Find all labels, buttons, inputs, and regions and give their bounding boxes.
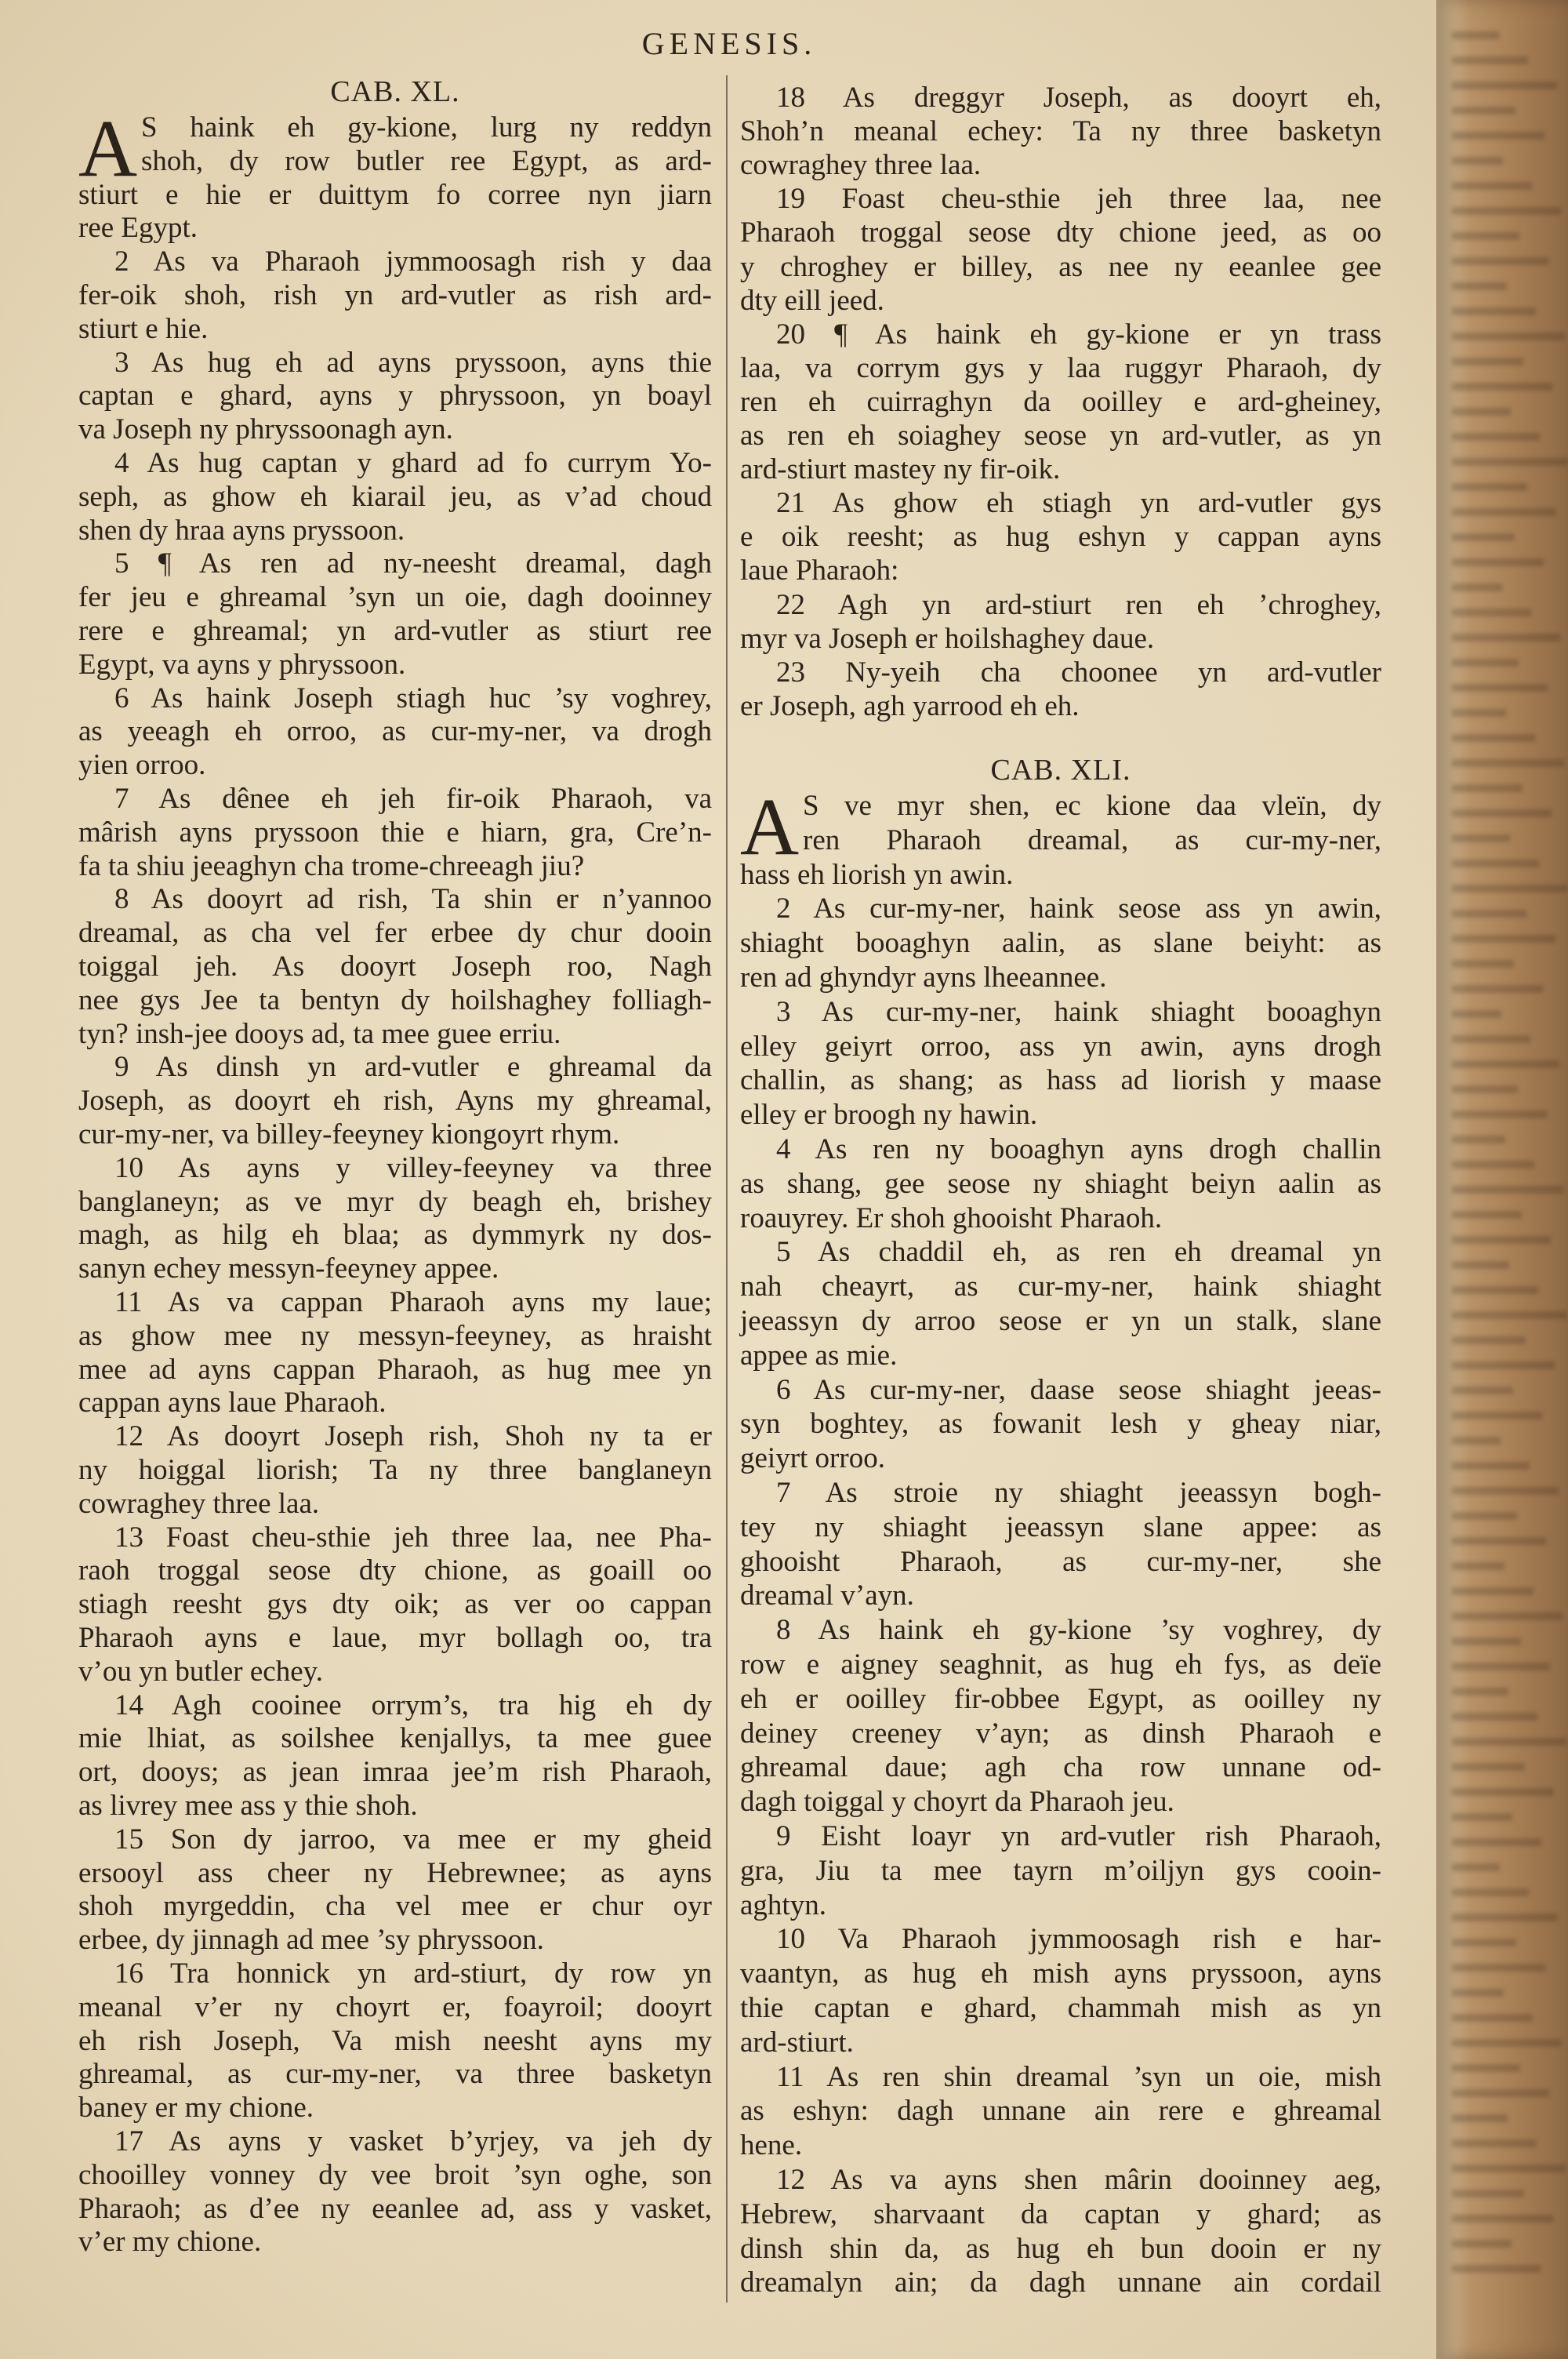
drop-cap: A — [78, 104, 138, 194]
text-line: tey ny shiaght jeeassyn slane appee: as — [740, 1510, 1381, 1543]
bleed-text-smudge — [1452, 1612, 1563, 1620]
text-line: ren ad ghyndyr ayns lheeannee. — [740, 961, 1107, 994]
text-line: as eshyn: dagh unnane ain rere e ghreamal — [740, 2095, 1381, 2128]
bleed-text-smudge — [1452, 433, 1540, 441]
text-line: 8 As haink eh gy-kione ’sy voghrey, dy — [776, 1614, 1381, 1647]
text-line: laa, va corrym gys y laa ruggyr Pharaoh, dy — [740, 351, 1381, 384]
bleed-text-smudge — [1452, 734, 1535, 742]
bleed-text-smudge — [1452, 935, 1555, 943]
column-divider — [726, 75, 728, 2303]
text-line: captan e ghard, ayns y phryssoon, yn boayl — [78, 380, 712, 413]
text-line: as shang, gee seose ny shiaght beiyn aalin as — [740, 1167, 1381, 1200]
text-line: dinsh shin da, as hug eh bun dooin er ny — [740, 2232, 1381, 2265]
text-line: 12 As dooyrt Joseph rish, Shoh ny ta er — [114, 1420, 712, 1453]
bleed-text-smudge — [1452, 408, 1511, 416]
text-line: 9 Eisht loayr yn ard-vutler rish Pharaoh, — [776, 1819, 1381, 1852]
text-line: as ghow mee ny messyn-feeyney, as hraisht — [78, 1319, 712, 1352]
bleed-text-smudge — [1452, 1537, 1546, 1545]
text-line: deiney creeney v’ayn; as dinsh Pharaoh e — [740, 1717, 1381, 1750]
bleed-text-smudge — [1452, 1663, 1550, 1670]
text-line: ren eh cuirraghyn da ooilley e ard-gheiney, — [740, 385, 1381, 418]
text-line: dreamal, as cha vel fer erbee dy chur dooin — [78, 917, 712, 950]
bleed-text-smudge — [1452, 1863, 1500, 1871]
bleed-text-smudge — [1452, 458, 1568, 466]
text-line: ghooisht Pharaoh, as cur-my-ner, she — [740, 1545, 1381, 1578]
text-line: cowraghey three laa. — [740, 149, 982, 182]
text-line: appee as mie. — [740, 1339, 898, 1372]
bleed-text-smudge — [1452, 257, 1548, 265]
text-line: thie captan e ghard, chammah mish as yn — [740, 1991, 1381, 2024]
text-line: 23 Ny-yeih cha choonee yn ard-vutler — [776, 656, 1381, 689]
text-line: chooilley vonney dy vee broit ’syn oghe, son — [78, 2158, 712, 2191]
bleed-text-smudge — [1452, 759, 1564, 767]
bleed-text-smudge — [1452, 1412, 1542, 1419]
text-line: shoh myrgeddin, cha vel mee er chur oyr — [78, 1890, 712, 1923]
bleed-text-smudge — [1452, 1688, 1508, 1696]
section-heading: CAB. XLI. — [990, 753, 1131, 787]
bleed-text-smudge — [1452, 307, 1536, 315]
bleed-text-smudge — [1452, 634, 1560, 642]
text-line: shen dy hraa ayns pryssoon. — [78, 514, 405, 547]
drop-cap: A — [740, 781, 800, 872]
bleed-text-smudge — [1452, 157, 1503, 165]
text-line: 12 As va ayns shen mârin dooinney aeg, — [776, 2163, 1381, 2196]
bleed-text-smudge — [1452, 1336, 1526, 1344]
text-line: baney er my chione. — [78, 2092, 314, 2125]
text-line: roauyrey. Er shoh ghooisht Pharaoh. — [740, 1201, 1163, 1234]
text-line: 7 As dênee eh jeh fir-oik Pharaoh, va — [114, 783, 712, 815]
text-line: meanal v’er ny choyrt er, foayroil; dooyrt — [78, 1990, 712, 2023]
text-line: seph, as ghow eh kiarail jeu, as v’ad choud — [78, 480, 712, 513]
bleed-text-smudge — [1452, 483, 1527, 491]
text-line: banglaneyn; as ve myr dy beagh eh, brishey — [78, 1185, 712, 1218]
text-line: S ve myr shen, ec kione daa vleïn, dy — [803, 789, 1381, 822]
bleed-text-smudge — [1452, 860, 1539, 867]
bleed-text-smudge — [1452, 333, 1565, 340]
bleed-text-smudge — [1452, 684, 1548, 692]
bleed-text-smudge — [1452, 2165, 1566, 2172]
bleed-text-smudge — [1452, 533, 1515, 541]
text-line: row e aigney seaghnit, as hug eh fys, as deïe — [740, 1648, 1381, 1681]
text-line: ree Egypt. — [78, 212, 198, 245]
text-line: v’ou yn butler echey. — [78, 1655, 323, 1688]
bleed-text-smudge — [1452, 709, 1506, 717]
bleed-text-smudge — [1452, 1060, 1559, 1068]
text-line: 11 As va cappan Pharaoh ayns my laue; — [114, 1286, 712, 1318]
running-head: GENESIS. — [641, 26, 817, 61]
text-line: myr va Joseph er hoilshaghey daue. — [740, 622, 1155, 655]
bleed-text-smudge — [1452, 2139, 1537, 2147]
text-line: 11 As ren shin dreamal ’syn un oie, mish — [776, 2060, 1381, 2093]
text-line: aghtyn. — [740, 1888, 826, 1921]
bleed-text-smudge — [1452, 809, 1552, 817]
bleed-text-smudge — [1452, 1286, 1538, 1294]
bleed-text-smudge — [1452, 1738, 1566, 1746]
text-line: 17 As ayns y vasket b’yrjey, va jeh dy — [114, 2125, 712, 2157]
text-line: ersooyl ass cheer ny Hebrewnee; as ayns — [78, 1856, 712, 1889]
text-line: Pharaoh; as d’ee ny eeanlee ad, ass y vasket, — [78, 2192, 712, 2225]
bleed-text-smudge — [1452, 2114, 1508, 2122]
text-line: 10 Va Pharaoh jymmoosagh rish e har- — [776, 1923, 1381, 1956]
bleed-text-smudge — [1452, 1888, 1529, 1896]
text-line: dty eill jeed. — [740, 284, 884, 317]
text-line: 4 As hug captan y ghard ad fo currym Yo- — [114, 447, 712, 479]
bleed-text-smudge — [1452, 182, 1532, 190]
bleed-text-smudge — [1452, 784, 1523, 792]
bleed-text-smudge — [1452, 383, 1552, 391]
bleed-text-smudge — [1452, 1136, 1505, 1143]
bleed-text-smudge — [1452, 1186, 1563, 1194]
bleed-text-smudge — [1452, 2064, 1520, 2072]
bleed-text-smudge — [1452, 1813, 1512, 1821]
text-line: 21 As ghow eh stiagh yn ard-vutler gys — [776, 487, 1381, 520]
text-line: elley er broogh ny hawin. — [740, 1099, 1038, 1132]
bleed-text-smudge — [1452, 1637, 1521, 1645]
bleed-text-smudge — [1452, 2265, 1541, 2273]
bleed-text-smudge — [1452, 659, 1519, 667]
text-line: 4 As ren ny booaghyn ayns drogh challin — [776, 1132, 1381, 1165]
text-line: Shoh’n meanal echey: Ta ny three basketyn — [740, 115, 1381, 148]
text-line: 22 Agh yn ard-stiurt ren eh ’chroghey, — [776, 588, 1381, 621]
bleed-text-smudge — [1452, 1236, 1551, 1244]
text-line: 14 Agh cooinee orrym’s, tra hig eh dy — [114, 1688, 712, 1721]
text-line: erbee, dy jinnagh ad mee ’sy phryssoon. — [78, 1924, 544, 1957]
text-line: 13 Foast cheu-sthie jeh three laa, nee Pha- — [114, 1521, 712, 1554]
bleed-text-smudge — [1452, 1838, 1541, 1846]
text-line: cappan ayns laue Pharaoh. — [78, 1387, 387, 1419]
text-line: gra, Jiu ta mee tayrn m’oiljyn gys cooin- — [740, 1854, 1381, 1887]
text-line: fa ta shiu jeeaghyn cha trome-chreeagh jiu? — [78, 849, 585, 882]
text-line: shoh, dy row butler ree Egypt, as ard- — [141, 144, 712, 177]
bleed-text-smudge — [1452, 609, 1531, 616]
text-line: 16 Tra honnick yn ard-stiurt, dy row yn — [114, 1957, 712, 1990]
bleed-text-smudge — [1452, 282, 1507, 290]
text-line: rere e ghreamal; yn ard-vutler as stiurt ree — [78, 615, 712, 647]
bleed-text-smudge — [1452, 834, 1510, 842]
bleed-text-smudge — [1452, 1964, 1545, 1972]
text-line: hene. — [740, 2129, 803, 2162]
bleed-text-smudge — [1452, 358, 1523, 365]
text-line: sanyn echey messyn-feeyney appee. — [78, 1252, 499, 1285]
text-line: 5 ¶ As ren ad ny-neesht dreamal, dagh — [114, 547, 712, 580]
text-line: geiyrt orroo. — [740, 1442, 885, 1475]
text-line: ren Pharaoh dreamal, as cur-my-ner, — [803, 823, 1381, 856]
text-line: stiurt e hie. — [78, 312, 209, 345]
text-line: raoh troggal seose dty chione, as goaill oo — [78, 1554, 712, 1587]
bleed-text-smudge — [1452, 1788, 1554, 1796]
bleed-text-smudge — [1452, 107, 1515, 114]
text-line: 2 As va Pharaoh jymmoosagh rish y daa — [114, 245, 712, 278]
bleed-text-smudge — [1452, 1387, 1513, 1394]
text-line: laue Pharaoh: — [740, 554, 899, 587]
bleed-text-smudge — [1452, 207, 1561, 215]
bleed-text-smudge — [1452, 82, 1557, 89]
text-line: ard-stiurt mastey ny fir-oik. — [740, 453, 1061, 486]
text-line: elley geiyrt orroo, ass yn awin, ayns drogh — [740, 1030, 1381, 1063]
text-line: e oik reesht; as hug eshyn y cappan ayns — [740, 521, 1381, 554]
text-line: syn boghtey, as fowanit lesh y gheay niar, — [740, 1408, 1381, 1441]
bleed-text-smudge — [1452, 1035, 1530, 1043]
section-heading: CAB. XL. — [330, 75, 460, 108]
text-line: y chroghey er billey, as nee ny eeanlee gee — [740, 250, 1381, 283]
text-line: nee gys Jee ta bentyn dy hoilshaghey folliagh- — [78, 983, 712, 1016]
text-line: shiaght booaghyn aalin, as slane beiyht: as — [740, 927, 1381, 960]
text-line: fer jeu e ghreamal ’syn un oie, dagh dooinney — [78, 581, 712, 614]
bleed-text-smudge — [1452, 56, 1528, 64]
text-line: tyn? insh-jee dooys ad, ta mee guee erriu. — [78, 1017, 561, 1050]
text-line: dreamal v’ayn. — [740, 1579, 914, 1612]
text-line: eh er ooilley fir-obbee Egypt, as ooilley ny — [740, 1682, 1381, 1715]
text-line: 2 As cur-my-ner, haink seose ass yn awin, — [776, 892, 1381, 925]
bleed-text-smudge — [1452, 558, 1544, 566]
text-line: va Joseph ny phryssoonagh ayn. — [78, 413, 453, 446]
bleed-text-smudge — [1452, 1085, 1518, 1093]
bleed-text-smudge — [1452, 232, 1519, 240]
bleed-text-smudge — [1452, 2215, 1553, 2223]
bleed-text-smudge — [1452, 31, 1499, 39]
bleed-text-smudge — [1452, 508, 1556, 516]
text-line: 6 As haink Joseph stiagh huc ’sy voghrey, — [114, 682, 712, 714]
text-line: eh rish Joseph, Va mish neesht ayns my — [78, 2024, 712, 2057]
text-line: 6 As cur-my-ner, daase seose shiaght jeeas- — [776, 1373, 1381, 1406]
bleed-text-smudge — [1452, 1713, 1537, 1721]
bleed-text-smudge — [1452, 1010, 1501, 1018]
bleed-text-smudge — [1452, 1462, 1530, 1470]
text-line: hass eh liorish yn awin. — [740, 858, 1014, 891]
text-line: vaantyn, as hug eh mish ayns pryssoon, ayns — [740, 1957, 1381, 1990]
bleed-text-smudge — [1452, 2190, 1524, 2197]
text-line: yien orroo. — [78, 749, 206, 782]
text-line: v’er my chione. — [78, 2226, 262, 2259]
bleed-text-smudge — [1452, 1562, 1504, 1570]
text-line: 19 Foast cheu-sthie jeh three laa, nee — [776, 183, 1381, 216]
text-line: 18 As dreggyr Joseph, as dooyrt eh, — [776, 82, 1381, 114]
text-line: Pharaoh troggal seose dty chione jeed, as oo — [740, 216, 1381, 249]
text-line: nah cheayrt, as cur-my-ner, haink shiaght — [740, 1270, 1381, 1303]
text-line: ny hoiggal liorish; Ta ny three banglaneyn — [78, 1454, 712, 1486]
bleed-text-smudge — [1452, 1487, 1559, 1495]
bleed-text-smudge — [1452, 910, 1526, 918]
bleed-text-smudge — [1452, 132, 1544, 140]
text-line: 7 As stroie ny shiaght jeeassyn bogh- — [776, 1476, 1381, 1509]
text-line: 15 Son dy jarroo, va mee er my gheid — [114, 1823, 712, 1856]
bleed-text-smudge — [1452, 1261, 1509, 1269]
bleed-text-smudge — [1452, 2014, 1533, 2022]
text-line: as livrey mee ass y thie shoh. — [78, 1790, 418, 1822]
text-line: as yeeagh eh orroo, as cur-my-ner, va drogh — [78, 715, 712, 748]
text-line: 3 As cur-my-ner, haink shiaght booaghyn — [776, 995, 1381, 1028]
bleed-text-smudge — [1452, 960, 1514, 968]
text-line: dagh toiggal y choyrt da Pharaoh jeu. — [740, 1786, 1174, 1819]
bleed-text-smudge — [1452, 1989, 1504, 1997]
text-line: S haink eh gy-kione, lurg ny reddyn — [141, 111, 712, 144]
text-line: 10 As ayns y villey-feeyney va three — [114, 1151, 712, 1184]
text-line: 20 ¶ As haink eh gy-kione er yn trass — [776, 318, 1381, 351]
text-line: toiggal jeh. As dooyrt Joseph roo, Nagh — [78, 951, 712, 983]
bleed-text-smudge — [1452, 1939, 1516, 1946]
adjacent-page-edge — [1436, 0, 1568, 2359]
text-line: mârish ayns pryssoon thie e hiarn, gra, Cre’n- — [78, 816, 712, 849]
text-line: ort, dooys; as jean imraa jee’m rish Pharaoh, — [78, 1756, 712, 1789]
bleed-text-smudge — [1452, 2039, 1562, 2047]
text-line: er Joseph, agh yarrood eh eh. — [740, 689, 1080, 722]
bleed-text-smudge — [1452, 885, 1568, 892]
text-line: 5 As chaddil eh, as ren eh dreamal yn — [776, 1236, 1381, 1269]
text-line: magh, as hilg eh blaa; as dymmyrk ny dos- — [78, 1219, 712, 1252]
text-line: ghreamal, as cur-my-ner, va three basketyn — [78, 2058, 712, 2091]
text-line: fer-oik shoh, rish yn ard-vutler as rish ard- — [78, 279, 712, 311]
bleed-text-smudge — [1452, 2089, 1549, 2097]
text-line: as ren eh soiaghey seose yn ard-vutler, as yn — [740, 420, 1381, 452]
text-line: Pharaoh ayns e laue, myr bollagh oo, tra — [78, 1622, 712, 1654]
text-line: ghreamal daue; agh cha row unnane od- — [740, 1751, 1381, 1784]
bleed-text-smudge — [1452, 1437, 1501, 1445]
text-line: cur-my-ner, va billey-feeyney kiongoyrt rhym. — [78, 1118, 620, 1150]
text-line: mee ad ayns cappan Pharaoh, as hug mee yn — [78, 1353, 712, 1386]
bleed-text-smudge — [1452, 1110, 1547, 1118]
bleed-text-smudge — [1452, 583, 1502, 591]
text-line: Joseph, as dooyrt eh rish, Ayns my ghreamal, — [78, 1085, 712, 1118]
bleed-text-smudge — [1452, 1211, 1522, 1219]
bleed-text-smudge — [1452, 1361, 1555, 1369]
bleed-text-smudge — [1452, 1763, 1525, 1771]
bleed-text-smudge — [1452, 985, 1543, 993]
text-line: cowraghey three laa. — [78, 1487, 320, 1520]
bleed-text-smudge — [1452, 2240, 1512, 2248]
text-line: 3 As hug eh ad ayns pryssoon, ayns thie — [114, 346, 712, 379]
text-line: dreamalyn ain; da dagh unnane ain cordail — [740, 2266, 1381, 2299]
text-line: mie lhiat, as soilshee kenjallys, ta mee guee — [78, 1722, 712, 1755]
text-line: stiagh reesht gys dty oik; as ver oo cappan — [78, 1588, 712, 1621]
text-line: 9 As dinsh yn ard-vutler e ghreamal da — [114, 1051, 712, 1084]
bleed-text-smudge — [1452, 1311, 1567, 1319]
bleed-text-smudge — [1452, 1512, 1517, 1520]
text-line: jeeassyn dy arroo seose er yn un stalk, slane — [740, 1304, 1381, 1337]
text-line: stiurt e hie er duittym fo corree nyn jiarn — [78, 178, 712, 211]
text-line: challin, as shang; as hass ad liorish y maase — [740, 1064, 1381, 1097]
text-line: Hebrew, sharvaant da captan y ghard; as — [740, 2197, 1381, 2230]
bleed-text-smudge — [1452, 1587, 1534, 1595]
text-line: Egypt, va ayns y phryssoon. — [78, 648, 406, 681]
bleed-text-smudge — [1452, 1914, 1558, 1921]
text-line: ard-stiurt. — [740, 2026, 854, 2059]
bleed-text-smudge — [1452, 1161, 1534, 1169]
text-line: 8 As dooyrt ad rish, Ta shin er n’yannoo — [114, 883, 712, 916]
